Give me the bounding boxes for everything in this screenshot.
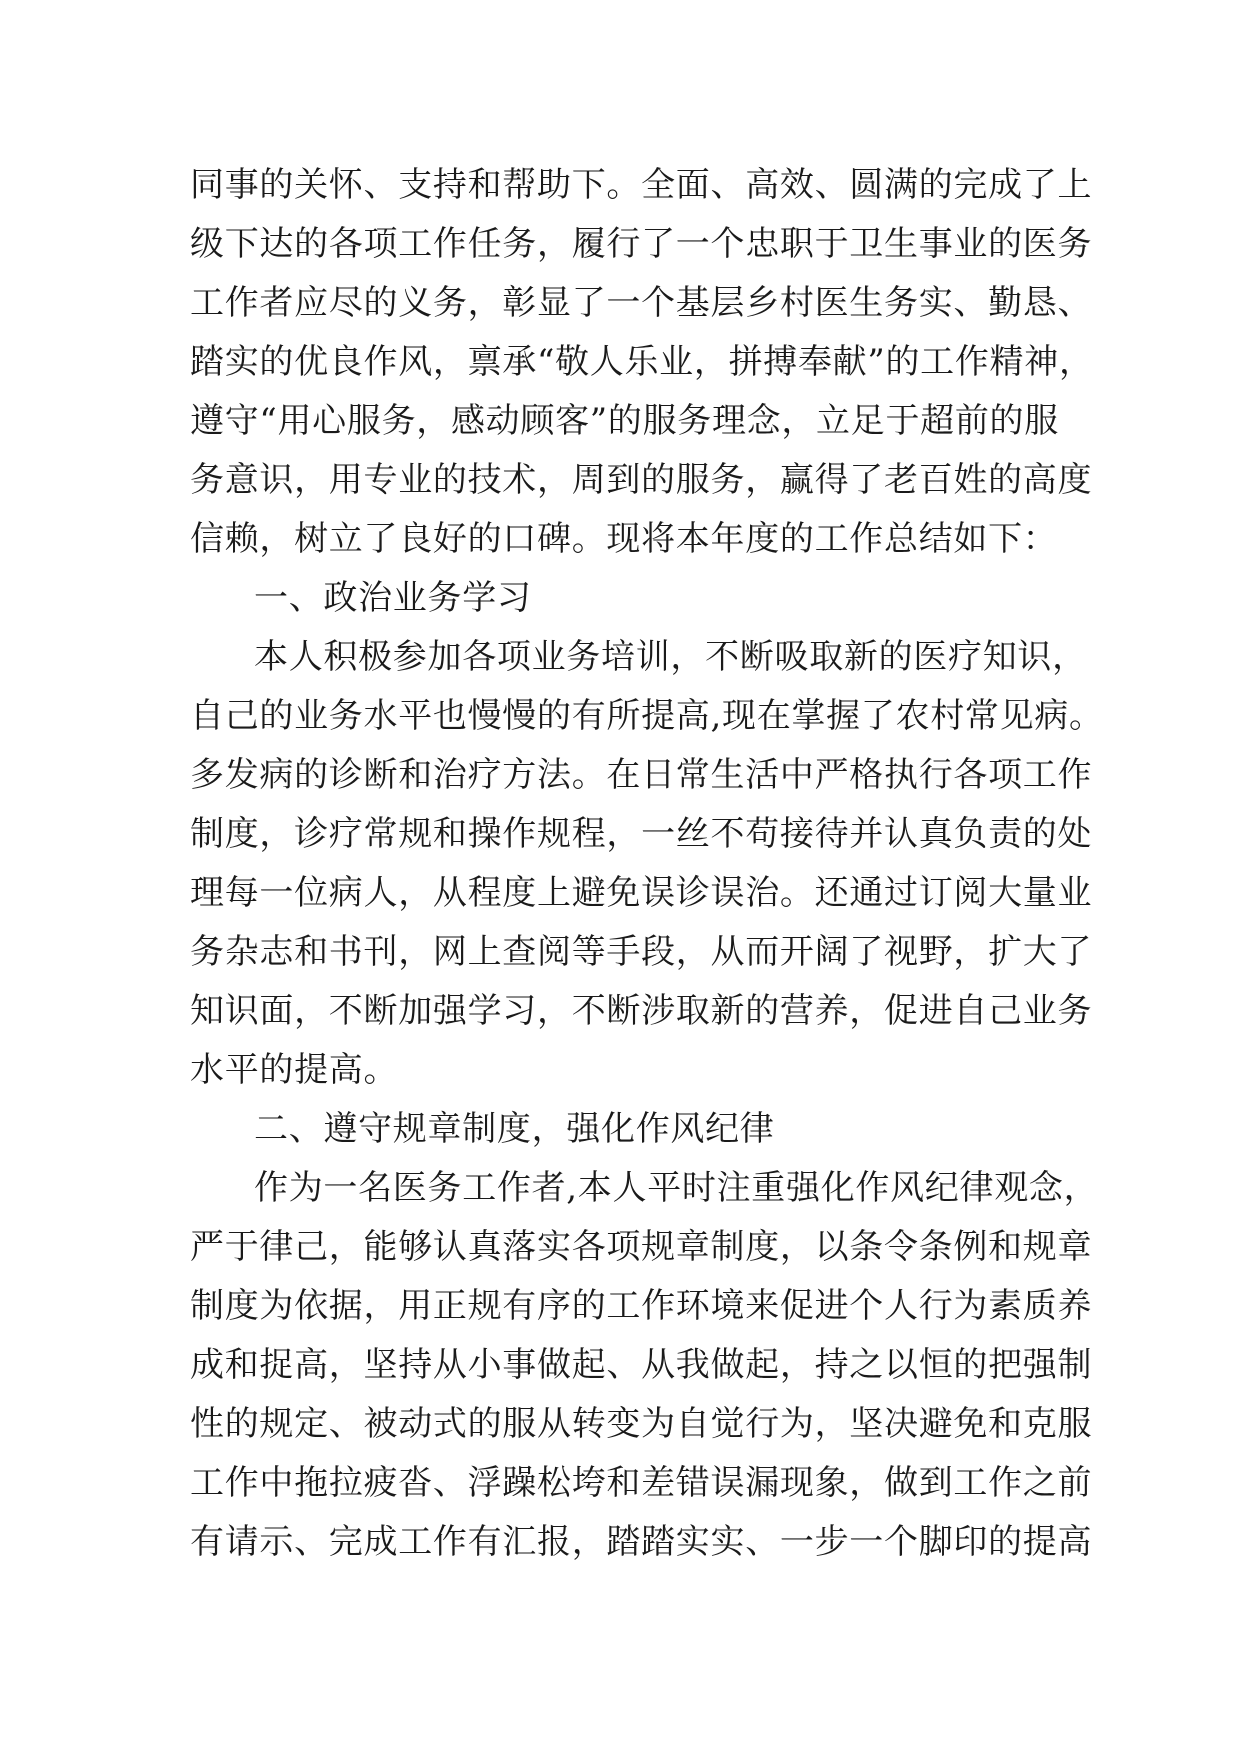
text-line: 务杂志和书刊，网上查阅等手段，从而开阔了视野，扩大了 xyxy=(190,932,1093,972)
text-line: 成和捉高，坚持从小事做起、从我做起，持之以恒的把强制 xyxy=(190,1345,1093,1385)
text-line: 有请示、完成工作有汇报，踏踏实实、一步一个脚印的提高 xyxy=(190,1522,1093,1562)
text-line: 踏实的优良作风，禀承“敬人乐业，拼搏奉献”的工作精神， xyxy=(190,342,1094,382)
section-heading: 二、遵守规章制度，强化作风纪律 xyxy=(254,1109,775,1149)
section-heading: 一、政治业务学习 xyxy=(254,578,532,618)
body-text xyxy=(190,156,1104,1572)
text-line: 知识面，不断加强学习，不断涉取新的营养，促进自己业务 xyxy=(190,991,1093,1031)
text-line: 性的规定、被动式的服从转变为自觉行为，坚决避免和克服 xyxy=(190,1404,1093,1444)
text-line: 严于律己，能够认真落实各项规章制度，以条令条例和规章 xyxy=(190,1227,1093,1267)
text-line: 理每一位病人，从程度上避免误诊误治。还通过订阅大量业 xyxy=(190,873,1093,913)
paragraph-first-line: 作为一名医务工作者,本人平时注重强化作风纪律观念， xyxy=(254,1168,1099,1208)
text-line: 级下达的各项工作任务，履行了一个忠职于卫生事业的医务 xyxy=(190,224,1093,264)
text-line: 工作者应尽的义务，彰显了一个基层乡村医生务实、勤恳、 xyxy=(190,283,1093,323)
text-line: 信赖，树立了良好的口碑。现将本年度的工作总结如下： xyxy=(190,519,1058,559)
text-line: 工作中拖拉疲沓、浮躁松垮和差错误漏现象，做到工作之前 xyxy=(190,1463,1093,1503)
text-line: 遵守“用心服务，感动顾客”的服务理念，立足于超前的服 xyxy=(190,401,1059,441)
text-line: 自己的业务水平也慢慢的有所提高,现在掌握了农村常见病。 xyxy=(190,696,1104,736)
paragraph-first-line: 本人积极参加各项业务培训，不断吸取新的医疗知识， xyxy=(254,637,1087,677)
text-line: 制度，诊疗常规和操作规程，一丝不苟接待并认真负责的处 xyxy=(190,814,1093,854)
text-line: 制度为依据，用正规有序的工作环境来促进个人行为素质养 xyxy=(190,1286,1093,1326)
text-line: 多发病的诊断和治疗方法。在日常生活中严格执行各项工作 xyxy=(190,755,1093,795)
text-line: 务意识，用专业的技术，周到的服务，赢得了老百姓的高度 xyxy=(190,460,1093,500)
text-line: 水平的提高。 xyxy=(190,1050,399,1090)
text-line: 同事的关怀、支持和帮助下。全面、高效、圆满的完成了上 xyxy=(190,165,1093,205)
